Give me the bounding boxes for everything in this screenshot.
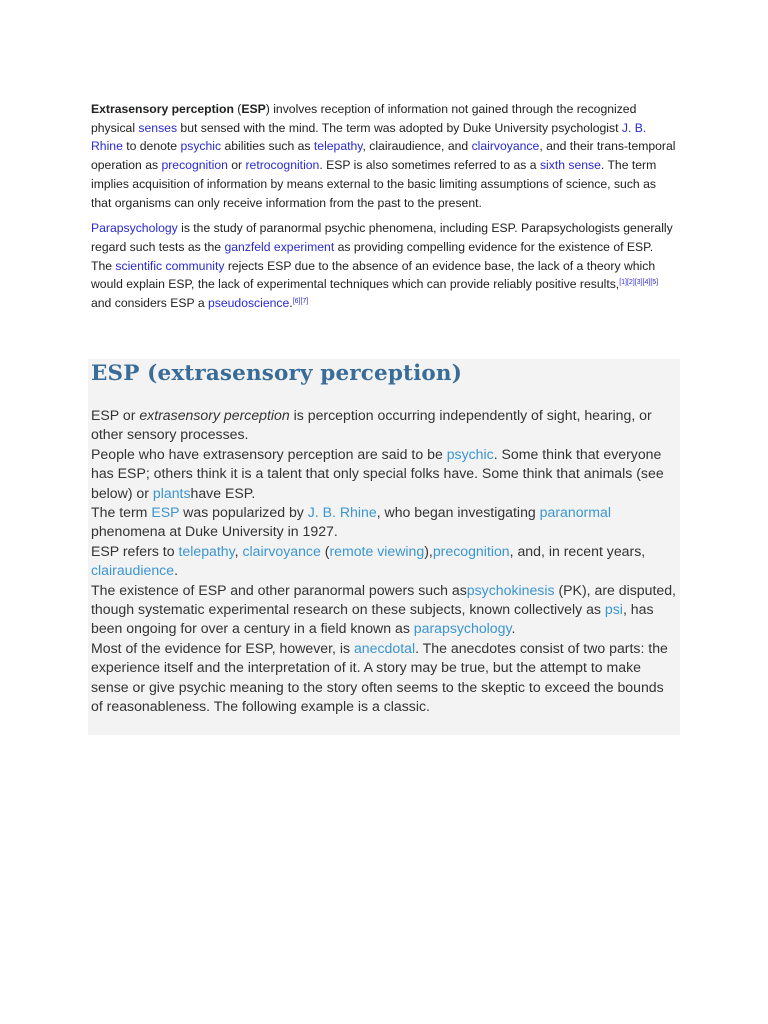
text: or [227,158,246,173]
article-sentence-definition [91,406,677,445]
article-title: ESP (extrasensory perception) [91,361,463,386]
text: . The term implies acquisition of information by means external to the basic limiting assumptions of science, such as that organisms can only receive information from the past to the present. [91,158,657,210]
link-esp[interactable]: ESP [151,504,180,521]
text: abilities such as [221,139,314,154]
italic-term: extrasensory perception [139,407,290,423]
link-plants[interactable]: plants [152,484,191,501]
esp-article-box [88,359,680,735]
link-parapsychology[interactable]: Parapsychology [91,221,178,236]
text: ) involves reception of information not gained through the recognized physical [91,102,637,135]
text: ESP refers to [91,542,179,559]
text: , has been ongoing for over a century in a field known as [91,601,654,637]
text: ), [424,542,433,559]
article-sentence-psychokinesis [91,581,677,639]
citation-links-1-5[interactable]: [1][2][3][4][5] [619,279,659,287]
link-retrocognition[interactable]: retrocognition [245,158,320,173]
text: as providing compelling evidence for the existence of ESP. The [91,239,654,273]
link-paranormal[interactable]: paranormal [539,504,611,521]
text: ESP or [91,407,140,423]
link-clairvoyance[interactable]: clairvoyance [242,542,321,559]
text: , and, in recent years, [509,542,646,559]
link-jb-rhine[interactable]: J. B. Rhine [307,504,377,521]
article-body [91,406,677,717]
text: , and their trans-temporal operation as [91,139,676,173]
text: but sensed with the mind. The term was adopted by Duke University psychologist [177,120,622,135]
text: to denote [122,139,181,154]
link-telepathy[interactable]: telepathy [313,139,363,154]
link-sixth-sense[interactable]: sixth sense [539,158,601,173]
link-jb-rhine[interactable]: J. B. Rhine [91,120,647,154]
text: rejects ESP due to the absence of an evidence base, the lack of a theory which would explain ESP, the lack of experimental techniques which can provide reliably positive results, [91,258,656,292]
text: The term [91,504,152,521]
link-parapsychology[interactable]: parapsychology [413,620,512,637]
text: . [511,620,516,637]
link-ganzfeld-experiment[interactable]: ganzfeld experiment [224,239,335,254]
text: , who began investigating [376,504,540,521]
link-anecdotal[interactable]: anecdotal [353,639,416,656]
link-senses[interactable]: senses [138,120,178,135]
wiki-paragraph-intro [91,100,677,212]
link-pseudoscience[interactable]: pseudoscience [207,296,290,311]
text: . ESP is also sometimes referred to as a [319,158,540,173]
article-sentence-rhine [91,503,677,542]
text: . [174,562,178,579]
link-psychic[interactable]: psychic [446,445,494,462]
text: was popularized by [179,504,308,521]
text: and considers ESP a [91,296,208,311]
link-scientific-community[interactable]: scientific community [115,258,225,273]
text: . [289,296,293,311]
text: is perception occurring independently of sight, hearing, or other sensory processes. [91,407,652,443]
link-psychic[interactable]: psychic [180,139,222,154]
article-sentence-refers [91,542,677,581]
text: , [234,542,243,559]
citation-links-6-7[interactable]: [6][7] [292,298,309,306]
text: Most of the evidence for ESP, however, is [91,639,354,656]
text: . Some think that everyone has ESP; others think it is a talent that only special folks have. Some think that animals (see below) or [91,445,664,501]
article-sentence-psychic [91,445,677,503]
term-bold: Extrasensory perception [91,102,234,116]
text: . The anecdotes consist of two parts: the experience itself and the interpretation of it. A story may be true, but the attempt to make sense or give psychic meaning to the story often seems to the skeptic to exceed the bounds of reasonableness. The following example is a classic. [91,639,668,715]
link-remote-viewing[interactable]: remote viewing [329,542,425,559]
link-psychokinesis[interactable]: psychokinesis [466,581,555,598]
text: (PK), are disputed, though systematic experimental research on these subjects, known collectively as [91,581,676,618]
text: People who have extrasensory perception are said to be [91,445,447,462]
abbr-bold: ESP [241,102,266,116]
text: ( [320,542,330,559]
link-clairvoyance[interactable]: clairvoyance [471,139,540,154]
text: phenomena at Duke University in 1927. [91,523,338,540]
link-precognition[interactable]: precognition [432,542,510,559]
text: ( [233,102,242,116]
text: is the study of paranormal psychic phenomena, including ESP. Parapsychologists generally regard such tests as the [91,221,673,254]
wiki-paragraph-parapsychology [91,219,677,313]
article-sentence-anecdotal [91,639,677,717]
text: , clairaudience, and [362,139,472,154]
text: The existence of ESP and other paranormal powers such as [91,581,467,598]
link-clairaudience[interactable]: clairaudience [91,562,175,579]
text: have ESP. [190,484,256,501]
wiki-excerpt [91,100,677,320]
link-telepathy[interactable]: telepathy [178,542,235,559]
link-psi[interactable]: psi [604,601,623,618]
link-precognition[interactable]: precognition [161,158,228,173]
